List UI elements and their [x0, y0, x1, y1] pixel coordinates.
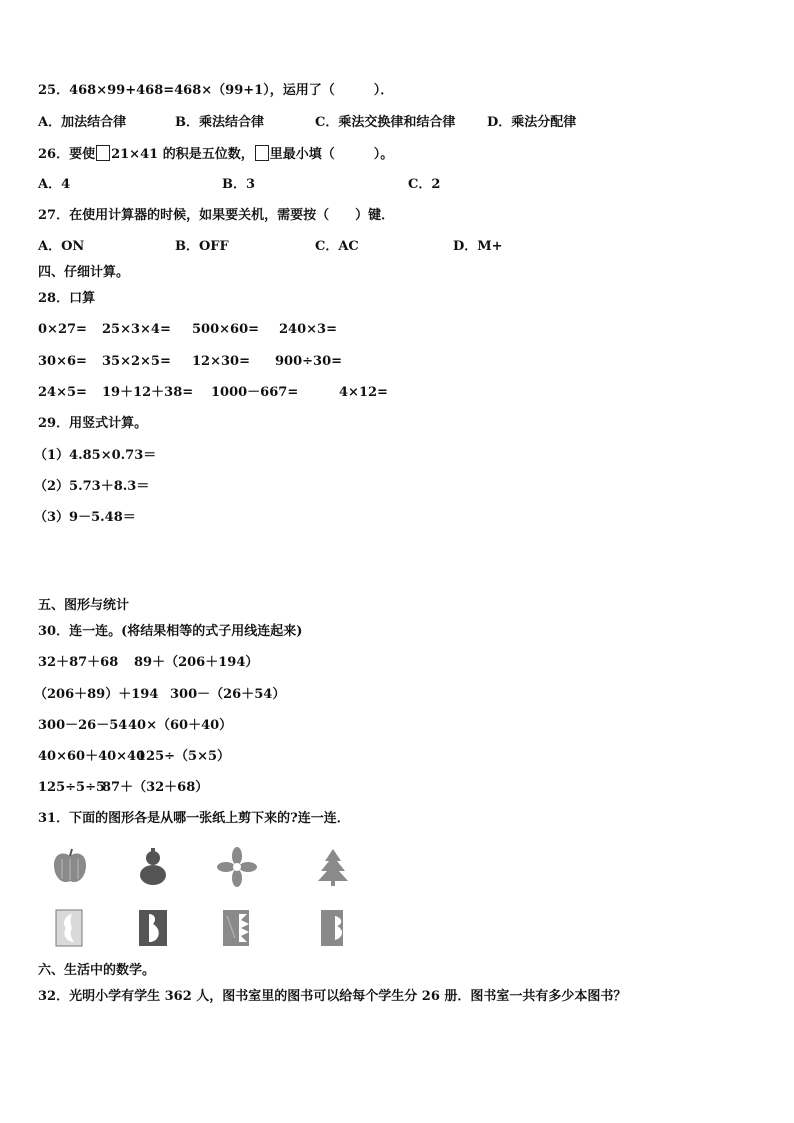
- q30-left: （206＋89）＋194: [34, 687, 159, 702]
- q29-item-1: （1）4.85×0.73＝: [34, 448, 157, 463]
- q30-left: 32＋87＋68: [38, 655, 119, 670]
- q27-stem: 27．在使用计算器的时候，如果要关机，需要按（ ）键．: [38, 208, 395, 223]
- q28-item: 19＋12＋38=: [102, 385, 194, 400]
- q30-title: 30．连一连。(将结果相等的式子用线连起来): [38, 624, 303, 639]
- blank-box: [96, 145, 110, 161]
- q28-item: 12×30=: [192, 354, 250, 369]
- q26-option-c: C．2: [408, 177, 441, 192]
- q28-item: 1000－667=: [211, 385, 299, 400]
- q31-title: 31．下面的图形各是从哪一张纸上剪下来的?连一连．: [38, 811, 350, 826]
- q27-option-d: D．M+: [453, 239, 503, 254]
- section-4-heading: 四、仔细计算。: [38, 265, 130, 280]
- q30-right: 87＋（32＋68）: [102, 780, 209, 795]
- q30-left: 300－26－54: [38, 718, 128, 733]
- q28-item: 35×2×5=: [102, 354, 171, 369]
- gourd-icon: [133, 847, 173, 887]
- q25-stem: 25．468×99+468=468×（99+1），运用了（ ）．: [38, 83, 394, 98]
- paper-cut-gourd-icon: [133, 908, 173, 948]
- q25-option-b: B．乘法结合律: [175, 115, 264, 130]
- q25-option-c: C．乘法交换律和结合律: [315, 115, 456, 130]
- q28-item: 500×60=: [192, 322, 260, 337]
- q25-option-d: D．乘法分配律: [487, 115, 577, 130]
- q27-option-b: B．OFF: [175, 239, 229, 254]
- apple-icon: [50, 847, 90, 887]
- q29-title: 29．用竖式计算。: [38, 416, 148, 431]
- q25-option-a: A．加法结合律: [38, 115, 127, 130]
- q26-option-a: A．4: [38, 177, 71, 192]
- q30-left: 40×60＋40×40: [38, 749, 146, 764]
- q28-item: 0×27=: [38, 322, 87, 337]
- q32-stem: 32．光明小学有学生 362 人，图书室里的图书可以给每个学生分 26 册．图书室一共有多少本图书？: [38, 989, 627, 1004]
- q30-right: 125÷（5×5）: [137, 749, 231, 764]
- q26-suffix: 里最小填（ ）。: [269, 147, 394, 162]
- tree-icon: [313, 847, 353, 887]
- q26-option-b: B．3: [222, 177, 256, 192]
- section-6-heading: 六、生活中的数学。: [38, 963, 156, 978]
- q30-right: 89＋（206＋194）: [134, 655, 259, 670]
- flower-icon: [217, 847, 257, 887]
- paper-cut-apple-icon: [50, 908, 90, 948]
- q28-title: 28．口算: [38, 291, 96, 306]
- q28-item: 24×5=: [38, 385, 87, 400]
- q28-item: 4×12=: [339, 385, 388, 400]
- q28-item: 25×3×4=: [102, 322, 171, 337]
- q29-item-3: （3）9－5.48＝: [34, 510, 136, 525]
- q28-item: 30×6=: [38, 354, 87, 369]
- q28-item: 240×3=: [279, 322, 337, 337]
- paper-cut-tree-icon: [313, 908, 353, 948]
- blank-box: [255, 145, 269, 161]
- q30-right: 300－（26＋54）: [170, 687, 286, 702]
- q28-item: 900÷30=: [275, 354, 343, 369]
- q27-option-a: A．ON: [38, 239, 85, 254]
- q30-right: 40×（60＋40）: [128, 718, 233, 733]
- q26-stem: [38, 145, 393, 164]
- q26-prefix: 26．要使: [38, 147, 96, 162]
- q29-item-2: （2）5.73＋8.3＝: [34, 479, 150, 494]
- paper-cut-flower-icon: [217, 908, 257, 948]
- section-5-heading: 五、图形与统计: [38, 598, 130, 613]
- q26-mid: 21×41 的积是五位数，: [111, 147, 254, 162]
- q27-option-c: C．AC: [315, 239, 359, 254]
- q30-left: 125÷5÷5: [38, 780, 106, 795]
